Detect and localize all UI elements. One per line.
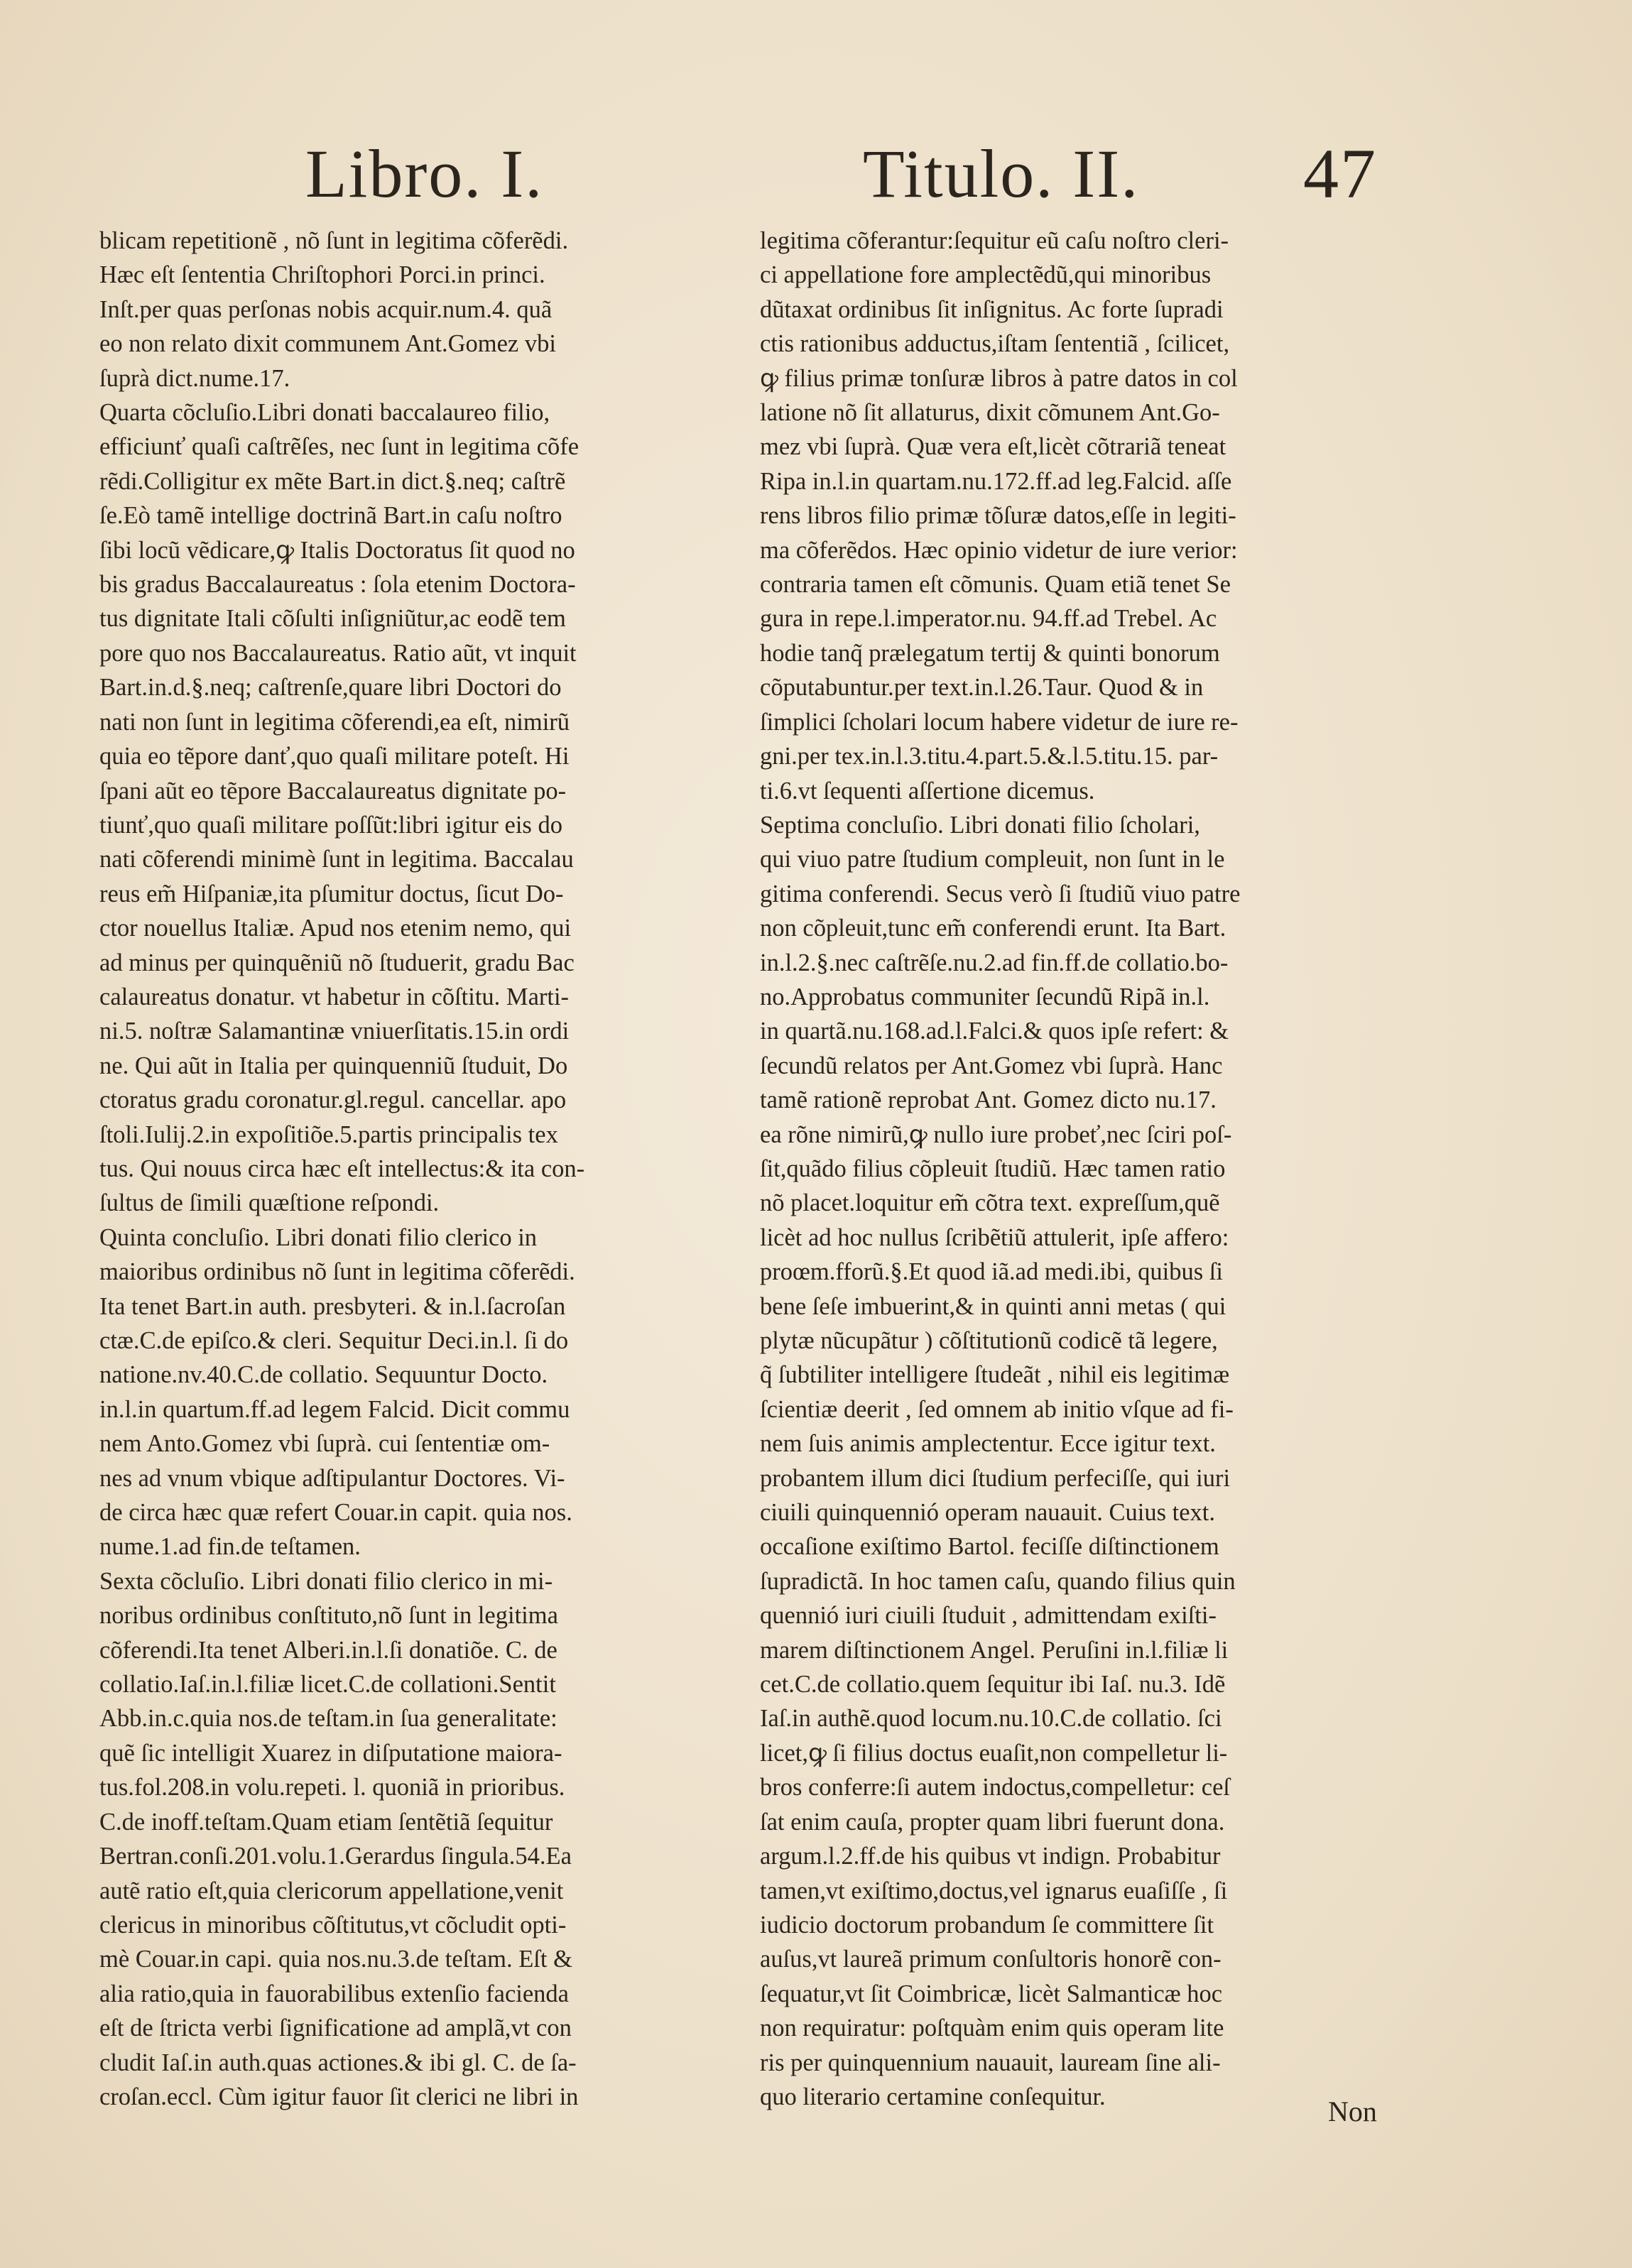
text-line: pore quo nos Baccalaureatus. Ratio aũt, vt inquit bbox=[99, 639, 577, 667]
text-line: quia eo tẽpore danť,quo quaſi militare poteſt. Hi bbox=[99, 743, 570, 770]
text-line: auſus,vt laureã primum conſultoris honorẽ con- bbox=[760, 1946, 1222, 1973]
text-line: licet,ꝙ ſi filius doctus euaſit,non compelletur li- bbox=[760, 1739, 1228, 1767]
text-line: q̃ ſubtiliter intelligere ſtudeãt , nihil eis legitimæ bbox=[760, 1361, 1230, 1389]
text-line: qui viuo patre ſtudium compleuit, non ſunt in le bbox=[760, 846, 1225, 873]
text-line: dũtaxat ordinibus ſit inſignitus. Ac forte ſupradi bbox=[760, 295, 1224, 323]
text-line: mez vbi ſuprà. Quæ vera eſt,licèt cõtrariã teneat bbox=[760, 433, 1226, 461]
text-line: mè Couar.in capi. quia nos.nu.3.de teſtam. Eſt & bbox=[99, 1946, 572, 1973]
text-line: latione nõ ſit allaturus, dixit cõmunem Ant.Go- bbox=[760, 399, 1220, 427]
text-line: non requiratur: poſtquàm enim quis operam lite bbox=[760, 2015, 1224, 2042]
text-line: ꝙ filius primæ tonſuræ libros à patre datos in col bbox=[760, 364, 1238, 392]
text-line: natione.nv.40.C.de collatio. Sequuntur Docto. bbox=[99, 1361, 548, 1389]
text-line: collatio.Iaſ.in.l.filiæ licet.C.de collationi.Sentit bbox=[99, 1671, 556, 1699]
text-line: gni.per tex.in.l.3.titu.4.part.5.&.l.5.titu.15. par- bbox=[760, 743, 1219, 770]
text-line: plytæ nũcupãtur ) cõſtitutionũ codicẽ tã legere, bbox=[760, 1327, 1218, 1354]
text-line: blicam repetitionẽ , nõ ſunt in legitima cõferẽdi. bbox=[99, 227, 569, 254]
header-title: Titulo. II. bbox=[863, 136, 1140, 212]
text-line: Inſt.per quas perſonas nobis acquir.num.4. quã bbox=[99, 295, 553, 323]
text-line: tiunť,quo quaſi militare poſſũt:libri igitur eis do bbox=[99, 811, 562, 839]
text-line: reus em̃ Hiſpaniæ,ita pſumitur doctus, ſicut Do- bbox=[99, 880, 564, 907]
text-line: efficiunť quaſi caſtrẽſes, nec ſunt in legitima cõfe bbox=[99, 433, 580, 461]
text-line: Ripa in.l.in quartam.nu.172.ff.ad leg.Falcid. aſſe bbox=[760, 467, 1232, 495]
text-line: nes ad vnum vbique adſtipulantur Doctores. Vi- bbox=[99, 1464, 565, 1492]
text-line: nati cõferendi minimè ſunt in legitima. Baccalau bbox=[99, 846, 574, 873]
left-text-column bbox=[99, 224, 724, 2114]
text-line: de circa hæc quæ refert Couar.in capit. quia nos. bbox=[99, 1499, 572, 1527]
text-line: ni.5. noſtræ Salamantinæ vniuerſitatis.15.in ordi bbox=[99, 1018, 570, 1045]
text-line: ctoratus gradu coronatur.gl.regul. cancellar. apo bbox=[99, 1086, 567, 1114]
text-line: bros conferre:ſi autem indoctus,compelletur: ceſ bbox=[760, 1774, 1230, 1801]
text-line: ſecundũ relatos per Ant.Gomez vbi ſuprà. Hanc bbox=[760, 1052, 1223, 1079]
text-line: ſe.Eò tamẽ intellige doctrinã Bart.in caſu noſtro bbox=[99, 502, 562, 530]
text-line: ne. Qui aũt in Italia per quinquenniũ ſtuduit, Do bbox=[99, 1052, 568, 1079]
text-line: quẽ ſic intelligit Xuarez in diſputatione maiora- bbox=[99, 1739, 562, 1767]
text-line: ſcientiæ deerit , ſed omnem ab initio vſque ad fi- bbox=[760, 1395, 1234, 1423]
text-line: ctæ.C.de epiſco.& cleri. Sequitur Deci.in.l. ſi do bbox=[99, 1327, 569, 1354]
text-line: tamẽ rationẽ reprobat Ant. Gomez dicto nu.17. bbox=[760, 1086, 1217, 1114]
text-line: noribus ordinibus conſtituto,nõ ſunt in legitima bbox=[99, 1602, 558, 1630]
text-line: ma cõferẽdos. Hæc opinio videtur de iure verior: bbox=[760, 536, 1238, 564]
text-line: iudicio doctorum probandum ſe committere ſit bbox=[760, 1911, 1214, 1939]
text-line: Ita tenet Bart.in auth. presbyteri. & in.l.ſacroſan bbox=[99, 1292, 566, 1320]
text-line: bis gradus Baccalaureatus : ſola etenim Doctora- bbox=[99, 571, 576, 599]
text-line: Quarta cõcluſio.Libri donati baccalaureo filio, bbox=[99, 399, 550, 427]
text-line: no.Approbatus communiter ſecundũ Ripã in.l. bbox=[760, 983, 1210, 1010]
text-line: Bertran.conſi.201.volu.1.Gerardus ſingula.54.Ea bbox=[99, 1843, 572, 1870]
text-line: nume.1.ad fin.de teſtamen. bbox=[99, 1533, 361, 1561]
text-line: croſan.eccl. Cùm igitur fauor ſit clerici ne libri in bbox=[99, 2083, 579, 2110]
text-line: in.l.in quartum.ff.ad legem Falcid. Dicit commu bbox=[99, 1395, 570, 1423]
text-line: tus. Qui nouus circa hæc eſt intellectus:& ita con- bbox=[99, 1155, 585, 1182]
text-line: ciuili quinquennió operam nauauit. Cuius text. bbox=[760, 1499, 1216, 1527]
text-line: tamen,vt exiſtimo,doctus,vel ignarus euaſiſſe , ſi bbox=[760, 1877, 1228, 1904]
text-line: probantem illum dici ſtudium perfeciſſe, qui iuri bbox=[760, 1464, 1231, 1492]
right-text-column bbox=[760, 224, 1385, 2114]
text-line: calaureatus donatur. vt habetur in cõſtitu. Marti- bbox=[99, 983, 570, 1010]
text-line: Hæc eſt ſententia Chriſtophori Porci.in princi. bbox=[99, 261, 545, 289]
text-line: cet.C.de collatio.quem ſequitur ibi Iaſ. nu.3. Idẽ bbox=[760, 1671, 1226, 1699]
text-line: quo literario certamine conſequitur. bbox=[760, 2083, 1106, 2110]
text-line: maioribus ordinibus nõ ſunt in legitima cõferẽdi. bbox=[99, 1258, 575, 1286]
text-line: proœm.fforũ.§.Et quod iã.ad medi.ibi, quibus ſi bbox=[760, 1258, 1223, 1286]
text-line: Sexta cõcluſio. Libri donati filio clerico in mi- bbox=[99, 1567, 553, 1595]
text-line: Abb.in.c.quia nos.de teſtam.in ſua generalitate: bbox=[99, 1705, 557, 1733]
text-line: ſultus de ſimili quæſtione reſpondi. bbox=[99, 1189, 440, 1217]
text-line: occaſione exiſtimo Bartol. feciſſe diſtinctionem bbox=[760, 1533, 1219, 1561]
text-line: autẽ ratio eſt,quia clericorum appellatione,venit bbox=[99, 1877, 564, 1904]
text-line: cõputabuntur.per text.in.l.26.Taur. Quod & in bbox=[760, 674, 1204, 702]
text-line: rẽdi.Colligitur ex mẽte Bart.in dict.§.neq; caſtrẽ bbox=[99, 467, 566, 495]
catchword: Non bbox=[1328, 2095, 1377, 2127]
text-line: gura in repe.l.imperator.nu. 94.ff.ad Trebel. Ac bbox=[760, 605, 1217, 633]
text-line: ctor nouellus Italiæ. Apud nos etenim nemo, qui bbox=[99, 915, 572, 942]
text-line: ſupradictã. In hoc tamen caſu, quando filius quin bbox=[760, 1567, 1236, 1595]
text-line: ris per quinquennium nauauit, lauream ſine ali- bbox=[760, 2049, 1221, 2076]
text-line: nati non ſunt in legitima cõferendi,ea eſt, nimirũ bbox=[99, 708, 570, 736]
text-line: non cõpleuit,tunc em̃ conferendi erunt. Ita Bart. bbox=[760, 915, 1226, 942]
text-line: ſtoli.Iulij.2.in expoſitiõe.5.partis principalis tex bbox=[99, 1121, 558, 1148]
text-line: alia ratio,quia in fauorabilibus extenſio facienda bbox=[99, 1980, 569, 2007]
running-header bbox=[0, 135, 1632, 213]
text-line: quennió iuri ciuili ſtuduit , admittendam exiſti- bbox=[760, 1602, 1217, 1630]
text-line: ſpani aũt eo tẽpore Baccalaureatus dignitate po- bbox=[99, 777, 567, 805]
text-line: Iaſ.in authẽ.quod locum.nu.10.C.de collatio. ſci bbox=[760, 1705, 1222, 1733]
text-line: eſt de ſtricta verbi ſignificatione ad amplã,vt con bbox=[99, 2015, 572, 2042]
text-line: clericus in minoribus cõſtitutus,vt cõcludit opti- bbox=[99, 1911, 567, 1939]
text-line: bene ſeſe imbuerint,& in quinti anni metas ( qui bbox=[760, 1292, 1226, 1320]
text-line: contraria tamen eſt cõmunis. Quam etiã tenet Se bbox=[760, 571, 1231, 599]
text-line: ſibi locũ vẽdicare,ꝙ Italis Doctoratus ſit quod no bbox=[99, 536, 575, 564]
text-line: Quinta concluſio. Libri donati filio clerico in bbox=[99, 1223, 538, 1251]
text-line: nem Anto.Gomez vbi ſuprà. cui ſententiæ om- bbox=[99, 1430, 550, 1458]
text-line: tus dignitate Itali cõſulti inſigniũtur,ac eodẽ tem bbox=[99, 605, 566, 633]
text-line: rens libros filio primæ tõſuræ datos,eſſe in legiti- bbox=[760, 502, 1236, 530]
text-line: nem ſuis animis amplectentur. Ecce igitur text. bbox=[760, 1430, 1216, 1458]
text-line: in quartã.nu.168.ad.l.Falci.& quos ipſe refert: & bbox=[760, 1018, 1229, 1045]
text-line: in.l.2.§.nec caſtrẽſe.nu.2.ad fin.ff.de collatio.bo- bbox=[760, 949, 1229, 976]
text-line: eo non relato dixit communem Ant.Gomez vbi bbox=[99, 330, 556, 358]
header-book: Libro. I. bbox=[305, 136, 544, 212]
text-line: ctis rationibus adductus,iſtam ſententiã , ſcilicet, bbox=[760, 330, 1230, 358]
text-line: ad minus per quinquẽniũ nõ ſtuduerit, gradu Bac bbox=[99, 949, 575, 976]
text-line: cludit Iaſ.in auth.quas actiones.& ibi gl. C. de ſa- bbox=[99, 2049, 577, 2076]
text-line: Septima concluſio. Libri donati filio ſcholari, bbox=[760, 811, 1200, 839]
text-line: ſimplici ſcholari locum habere videtur de iure re- bbox=[760, 708, 1239, 736]
page-number: 47 bbox=[1303, 134, 1377, 213]
text-line: ſequatur,vt ſit Coimbricæ, licèt Salmanticæ hoc bbox=[760, 1980, 1223, 2007]
text-line: ſat enim cauſa, propter quam libri fuerunt dona. bbox=[760, 1808, 1225, 1836]
text-line: C.de inoff.teſtam.Quam etiam ſentẽtiã ſequitur bbox=[99, 1808, 553, 1836]
text-line: legitima cõferantur:ſequitur eũ caſu noſtro cleri- bbox=[760, 227, 1229, 254]
text-line: ſit,quãdo filius cõpleuit ſtudiũ. Hæc tamen ratio bbox=[760, 1155, 1226, 1182]
text-line: nõ placet.loquitur em̃ cõtra text. expreſſum,quẽ bbox=[760, 1189, 1220, 1217]
text-line: licèt ad hoc nullus ſcribẽtiũ attulerit, ipſe affero: bbox=[760, 1223, 1229, 1251]
text-line: ci appellatione fore amplectẽdũ,qui minoribus bbox=[760, 261, 1212, 289]
text-line: gitima conferendi. Secus verò ſi ſtudiũ viuo patre bbox=[760, 880, 1241, 907]
text-line: ſuprà dict.nume.17. bbox=[99, 364, 290, 392]
text-line: cõferendi.Ita tenet Alberi.in.l.ſi donatiõe. C. de bbox=[99, 1636, 557, 1664]
text-line: ea rõne nimirũ,ꝙ nullo iure probeť,nec ſciri poſ- bbox=[760, 1121, 1232, 1148]
text-line: argum.l.2.ff.de his quibus vt indign. Probabitur bbox=[760, 1843, 1221, 1870]
text-line: Bart.in.d.§.neq; caſtrenſe,quare libri Doctori do bbox=[99, 674, 562, 702]
text-line: hodie tanq̃ prælegatum tertij & quinti bonorum bbox=[760, 639, 1220, 667]
text-line: ti.6.vt ſequenti aſſertione dicemus. bbox=[760, 777, 1095, 805]
text-line: tus.fol.208.in volu.repeti. l. quoniã in prioribus. bbox=[99, 1774, 565, 1801]
text-line: marem diſtinctionem Angel. Peruſini in.l.filiæ li bbox=[760, 1636, 1229, 1664]
